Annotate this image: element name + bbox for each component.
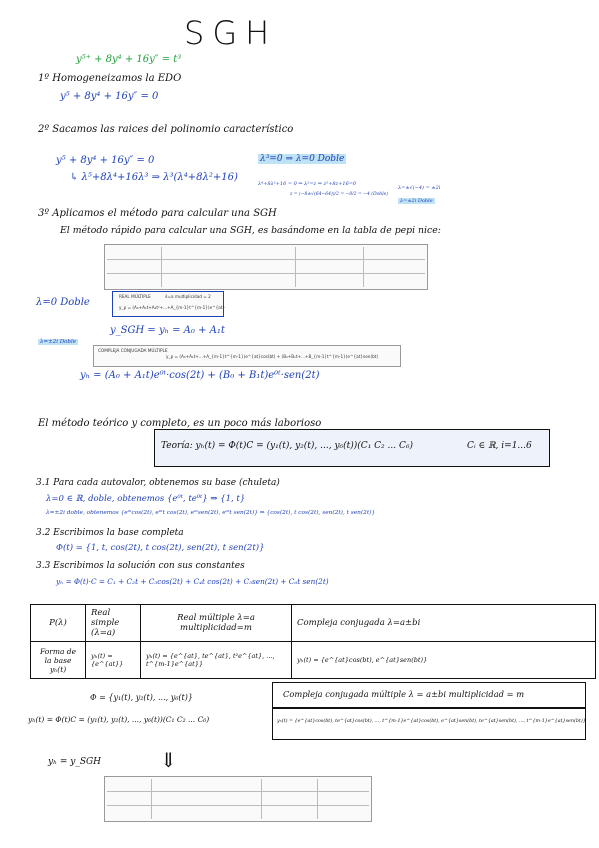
- page-title: SGH: [184, 14, 278, 52]
- edo-equation: y⁵⁺ + 8y⁴ + 16y″ = t³: [76, 54, 182, 65]
- yh-sgh: yₕ = y_SGH: [48, 757, 102, 767]
- section-3-2: 3.2 Escribimos la base completa: [36, 528, 184, 538]
- real-multiple-title: REAL MÚLTIPLE: [119, 294, 151, 299]
- down-arrow-icon: ⇓: [160, 748, 177, 772]
- root-lambda0-text: λ³=0 ⇒ λ=0 Doble: [260, 154, 345, 164]
- phi-definition: Φ = {y₁(t), y₂(t), ..., y₆(t)}: [90, 693, 193, 702]
- real-multiple-rule-image: [112, 291, 224, 317]
- complex-multiple-title-box: [272, 682, 586, 708]
- theory-box: [154, 429, 550, 467]
- complex-multiple-formula: y_p = (A₀+A₁t+...+A_{m-1}t^{m-1})e^{at}cos(bt) + (B₀+B₁t+...+B_{m-1}t^{m-1})e^{at}sen(bt): [166, 354, 379, 359]
- step2-eq1: y⁵ + 8y⁴ + 16y″ = 0: [56, 155, 155, 166]
- yh-lambda2i: yₕ = (A₀ + A₁t)e⁰ᵗ·cos(2t) + (B₀ + B₁t)e⁰ᵗ·sen(2t): [80, 370, 320, 381]
- step1-label: 1º Homogeneizamos la EDO: [38, 73, 182, 84]
- table-row-label: Forma de la base yₕ(t): [31, 642, 86, 679]
- base-form-table: [30, 604, 596, 679]
- yh-definition: yₕ(t) = Φ(t)C = (y₁(t), y₂(t), ..., y₆(t))(C₁ C₂ ... C₆): [28, 715, 210, 724]
- theory-formula: Teoría: yₕ(t) = Φ(t)C = (y₁(t), y₂(t), ..., y₆(t))(C₁ C₂ ... C₆): [161, 441, 413, 451]
- step3-description: El método rápido para calcular una SGH, es basándome en la tabla de pepi nice:: [60, 225, 441, 236]
- pepi-nice-table-image: [104, 244, 428, 290]
- pepi-nice-table-image-2: [104, 776, 372, 822]
- lambda0-double: λ=0 Doble: [36, 297, 90, 308]
- root-complex-double: [398, 198, 435, 204]
- section-3-2-base: Φ(t) = {1, t, cos(2t), t cos(2t), sen(2t), t sen(2t)}: [56, 543, 265, 553]
- complex-multiple-title: COMPLEJA CONJUGADA MÚLTIPLE: [98, 348, 168, 353]
- real-multiple-formula: y_p = (A₀+A₁t+A₂t²+...+A_{m-1}t^{m-1})e^{at}: [119, 305, 226, 310]
- section-3-1-lambda2i: λ=±2i doble, obtenemos {e⁰ᵗcos(2t), e⁰ᵗt cos(2t), e⁰ᵗsen(2t), e⁰ᵗt sen(2t)} ⇒ {cos(2t), t cos(2t), sen(2t), t sen(2t)}: [46, 510, 376, 516]
- step2-eq2: ↳ λ⁵+8λ⁴+16λ³ ⇒ λ³(λ⁴+8λ²+16): [70, 172, 238, 183]
- section-3-3-solution: yₕ = Φ(t)·C = C₁ + C₂t + C₃cos(2t) + C₄t cos(2t) + C₅sen(2t) + C₆t sen(2t): [56, 577, 329, 586]
- step2-label: 2º Sacamos las raices del polinomio característico: [38, 124, 294, 135]
- theory-intro: El método teórico y completo, es un poco más laborioso: [38, 418, 322, 429]
- complex-multiple-box-formula: yₕ(t) = {e^{at}cos(bt), te^{at}cos(bt), ..., t^{m-1}e^{at}cos(bt), e^{at}sen(bt), te^{at}sen(bt), ..., t^{m-1}e^{at}sen(bt)}: [277, 719, 586, 724]
- table-row: [31, 642, 596, 679]
- root-complex: λ=±√(−4) = ±2i: [398, 185, 441, 191]
- section-3-3: 3.3 Escribimos la solución con sus constantes: [36, 561, 245, 571]
- table-cell-real-simple: yₕ(t) = {e^{at}}: [86, 642, 141, 679]
- table-cell-complex: yₕ(t) = {e^{at}cos(bt), e^{at}sen(bt)}: [292, 642, 596, 679]
- complex-multiple-rule-image: [93, 345, 401, 367]
- theory-condition: Cᵢ ∈ ℝ, i=1...6: [467, 441, 532, 451]
- table-row: [31, 605, 596, 642]
- table-header-real-simple: Real simple (λ=a): [86, 605, 141, 642]
- table-header-complex: Compleja conjugada λ=a±bi: [292, 605, 596, 642]
- ysgh-lambda0: y_SGH = yₕ = A₀ + A₁t: [110, 325, 225, 336]
- lambda2i-double-text: λ=±2i Doble: [40, 339, 76, 345]
- step3-label: 3º Aplicamos el método para calcular una SGH: [38, 208, 277, 219]
- root-quartic: λ⁴+8λ²+16 = 0 ⇒ λ²=z ⇒ z²+8z+16=0: [258, 181, 357, 187]
- table-header-p: P(λ): [31, 605, 86, 642]
- root-complex-double-text: λ=±2i Doble: [400, 198, 433, 204]
- lambda2i-double: [38, 339, 78, 345]
- table-cell-real-multiple: yₕ(t) = {e^{at}, te^{at}, t²e^{at}, ..., t^{m-1}e^{at}}: [141, 642, 292, 679]
- real-multiple-rule: λ=a multiplicidad = 2: [165, 294, 211, 299]
- root-quartic-z: z = (−8±√(64−64))/2 = −8/2 = −4 (Doble): [290, 192, 389, 197]
- complex-multiple-box-title: Compleja conjugada múltiple λ = a±bi multiplicidad = m: [283, 689, 525, 699]
- root-lambda0: [258, 154, 346, 164]
- section-3-1: 3.1 Para cada autovalor, obtenemos su base (chuleta): [36, 478, 280, 488]
- step1-equation: y⁵ + 8y⁴ + 16y″ = 0: [60, 91, 159, 102]
- complex-multiple-formula-box: [272, 708, 586, 740]
- section-3-1-lambda0: λ=0 ∈ ℝ, doble, obtenemos {e⁰ᵗ, te⁰ᵗ} ⇒ {1, t}: [46, 494, 246, 504]
- table-header-real-multiple: Real múltiple λ=a multiplicidad=m: [141, 605, 292, 642]
